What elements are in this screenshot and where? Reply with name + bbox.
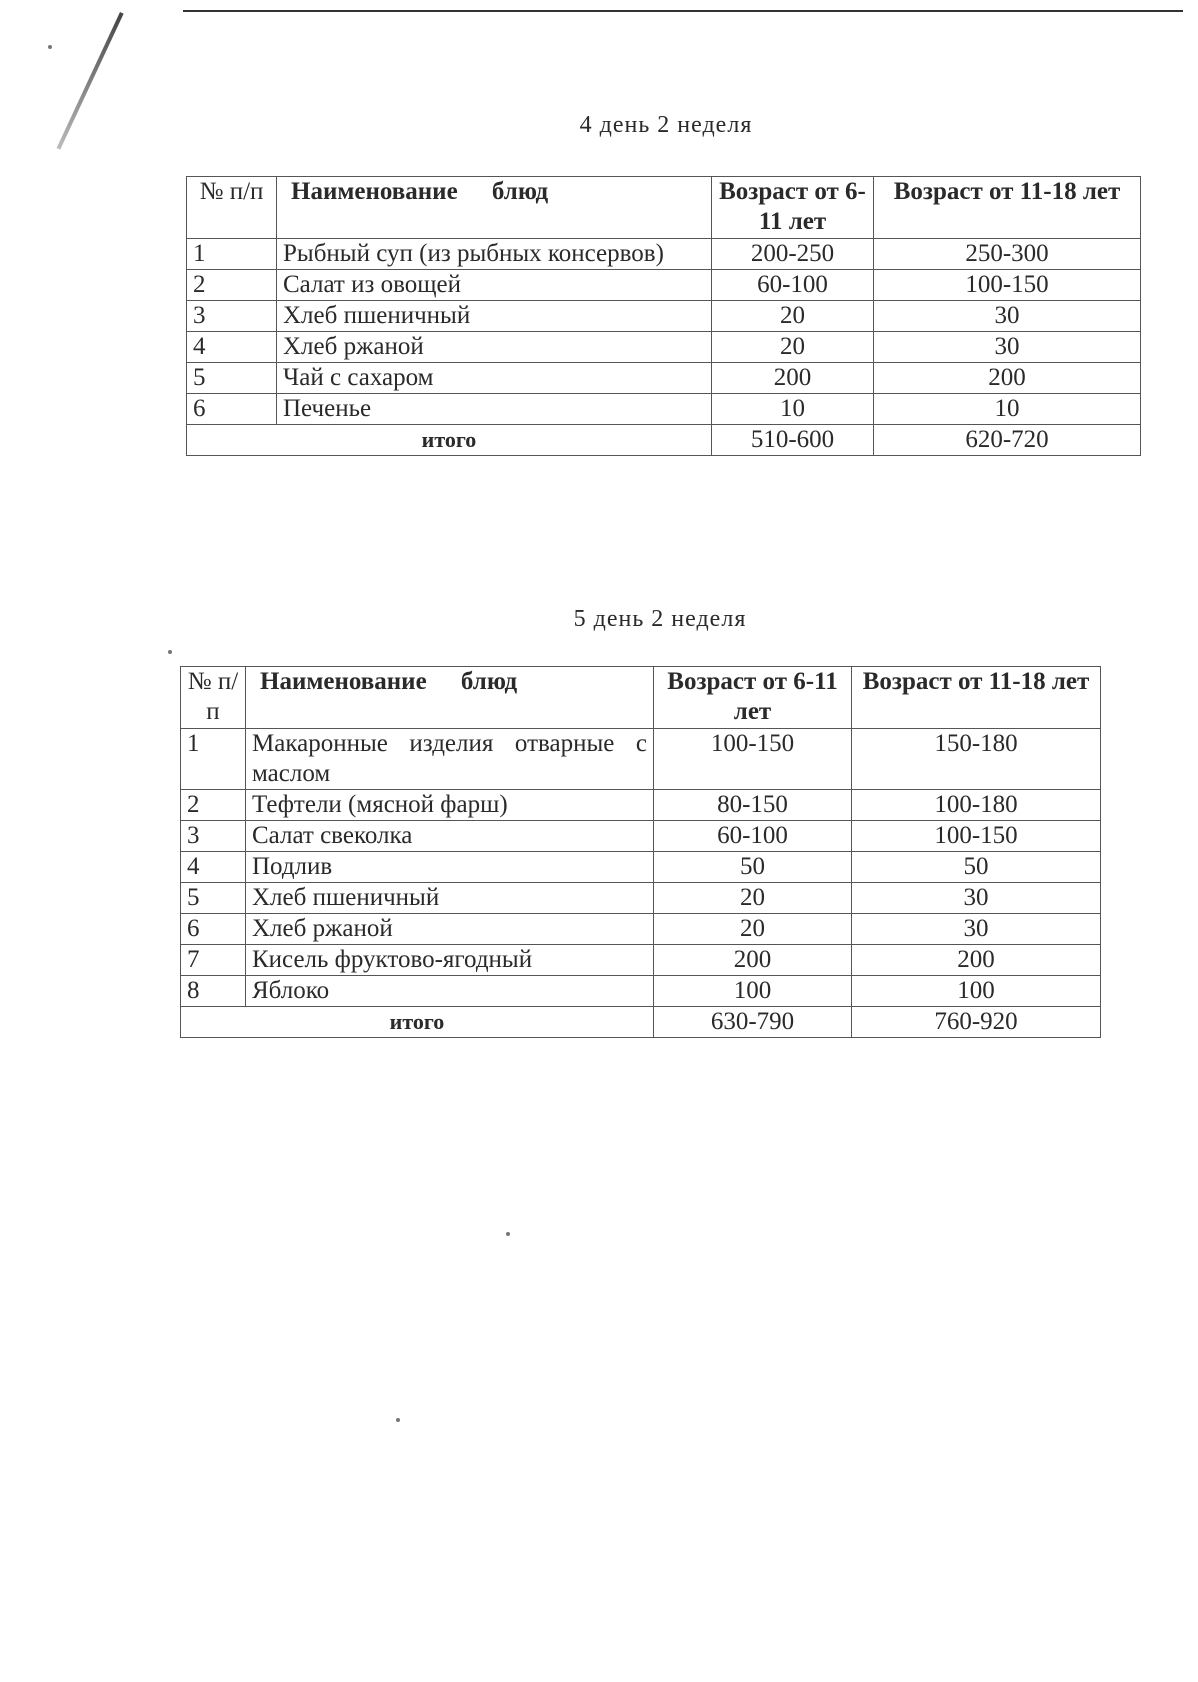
table-row	[181, 976, 1101, 1007]
row-number: 2	[181, 790, 246, 821]
row-number: 7	[181, 945, 246, 976]
portion-age-6-11: 20	[712, 301, 874, 332]
dish-name: Макаронные изделия отварные с маслом	[246, 729, 654, 790]
scan-fold-mark	[57, 12, 124, 150]
table-row	[181, 914, 1101, 945]
total-age-11-18: 760-920	[852, 1007, 1101, 1038]
portion-age-11-18: 30	[874, 301, 1141, 332]
row-number: 3	[181, 821, 246, 852]
header-no: № п/п	[181, 667, 246, 729]
scan-speck	[506, 1232, 510, 1236]
portion-age-6-11: 50	[654, 852, 852, 883]
table-row	[181, 945, 1101, 976]
dish-name: Хлеб пшеничный	[277, 301, 712, 332]
header-age-11-18: Возраст от 11-18 лет	[852, 667, 1101, 729]
total-age-11-18: 620-720	[874, 425, 1141, 456]
row-number: 8	[181, 976, 246, 1007]
portion-age-6-11: 200	[712, 363, 874, 394]
portion-age-11-18: 200	[852, 945, 1101, 976]
portion-age-6-11: 100	[654, 976, 852, 1007]
row-number: 5	[181, 883, 246, 914]
dish-name: Хлеб ржаной	[277, 332, 712, 363]
row-number: 4	[187, 332, 277, 363]
portion-age-6-11: 60-100	[712, 270, 874, 301]
scan-speck	[396, 1418, 400, 1422]
row-number: 6	[181, 914, 246, 945]
portion-age-6-11: 200-250	[712, 239, 874, 270]
scan-speck	[48, 45, 52, 49]
table-row	[181, 821, 1101, 852]
table-row	[187, 394, 1141, 425]
dish-name: Яблоко	[246, 976, 654, 1007]
portion-age-6-11: 80-150	[654, 790, 852, 821]
total-row	[181, 1007, 1101, 1038]
row-number: 1	[187, 239, 277, 270]
table-row	[187, 332, 1141, 363]
table-header-row	[181, 667, 1101, 729]
day5-rows	[181, 729, 1101, 1007]
dish-name: Хлеб пшеничный	[246, 883, 654, 914]
row-number: 3	[187, 301, 277, 332]
header-age-6-11: Возраст от 6-11 лет	[654, 667, 852, 729]
table-row	[187, 301, 1141, 332]
table-row	[187, 239, 1141, 270]
portion-age-6-11: 200	[654, 945, 852, 976]
dish-name: Чай с сахаром	[277, 363, 712, 394]
day5-menu-table	[180, 666, 1101, 1038]
day5-title: 5 день 2 неделя	[573, 606, 747, 632]
portion-age-11-18: 250-300	[874, 239, 1141, 270]
table-row	[181, 790, 1101, 821]
portion-age-11-18: 50	[852, 852, 1101, 883]
total-age-6-11: 510-600	[712, 425, 874, 456]
portion-age-6-11: 10	[712, 394, 874, 425]
header-age-6-11: Возраст от 6-11 лет	[712, 177, 874, 239]
portion-age-6-11: 100-150	[654, 729, 852, 790]
table-row	[187, 363, 1141, 394]
row-number: 6	[187, 394, 277, 425]
portion-age-11-18: 100-180	[852, 790, 1101, 821]
portion-age-6-11: 20	[654, 914, 852, 945]
total-label: итого	[181, 1007, 654, 1038]
portion-age-11-18: 100-150	[852, 821, 1101, 852]
scan-speck	[168, 650, 172, 654]
table-row	[181, 729, 1101, 790]
row-number: 4	[181, 852, 246, 883]
total-label: итого	[187, 425, 712, 456]
portion-age-11-18: 100	[852, 976, 1101, 1007]
portion-age-6-11: 60-100	[654, 821, 852, 852]
header-name: Наименование блюд	[277, 177, 712, 239]
table-row	[187, 270, 1141, 301]
day4-title: 4 день 2 неделя	[579, 112, 753, 138]
row-number: 2	[187, 270, 277, 301]
scan-edge-line	[183, 10, 1183, 12]
header-age-11-18: Возраст от 11-18 лет	[874, 177, 1141, 239]
dish-name: Кисель фруктово-ягодный	[246, 945, 654, 976]
portion-age-11-18: 30	[852, 883, 1101, 914]
portion-age-11-18: 150-180	[852, 729, 1101, 790]
total-age-6-11: 630-790	[654, 1007, 852, 1038]
day4-rows	[187, 239, 1141, 425]
table-row	[181, 852, 1101, 883]
table-header-row	[187, 177, 1141, 239]
dish-name: Печенье	[277, 394, 712, 425]
table-row	[181, 883, 1101, 914]
header-no: № п/п	[187, 177, 277, 239]
total-row	[187, 425, 1141, 456]
portion-age-6-11: 20	[712, 332, 874, 363]
dish-name: Рыбный суп (из рыбных консервов)	[277, 239, 712, 270]
dish-name: Тефтели (мясной фарш)	[246, 790, 654, 821]
dish-name: Хлеб ржаной	[246, 914, 654, 945]
row-number: 5	[187, 363, 277, 394]
portion-age-11-18: 30	[874, 332, 1141, 363]
dish-name: Подлив	[246, 852, 654, 883]
day4-menu-table	[186, 176, 1141, 456]
portion-age-6-11: 20	[654, 883, 852, 914]
header-name: Наименование блюд	[246, 667, 654, 729]
dish-name: Салат из овощей	[277, 270, 712, 301]
portion-age-11-18: 10	[874, 394, 1141, 425]
portion-age-11-18: 200	[874, 363, 1141, 394]
dish-name: Салат свеколка	[246, 821, 654, 852]
portion-age-11-18: 30	[852, 914, 1101, 945]
row-number: 1	[181, 729, 246, 790]
portion-age-11-18: 100-150	[874, 270, 1141, 301]
